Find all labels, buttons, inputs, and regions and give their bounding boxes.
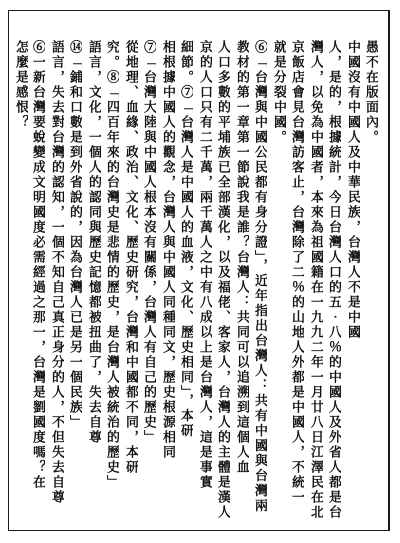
text-column: 京的人口只有二千萬，兩千萬人之中有八成以上是台灣人，這是事實 bbox=[197, 40, 212, 490]
text-column: 人，是的，根據統計，今日台灣人口的五‧八％的中國人及外省人都是台 bbox=[326, 40, 341, 520]
text-column: 中國沒有中國人及中華民族，台灣人不是中國 bbox=[345, 40, 360, 340]
text-column: 從地理、血緣、政治、文化、歷史研究，台灣和中國都不同，本研 bbox=[123, 40, 138, 475]
text-column: 怎麼是感恨？ bbox=[13, 40, 28, 130]
text-column: 究。⑧「四百年來的台灣史是悲情的歷史，是台灣人被統治的歷史」 bbox=[104, 40, 119, 490]
text-column: 細節。⑦「台灣人是中國人的血液，文化、歷史相同」，本研 bbox=[178, 40, 193, 439]
text-column: ⑥一新台灣要蛻變成文明國度必需經過之那一，台灣是劉國度嗎？在 bbox=[30, 40, 45, 490]
text-column: 京飯店會見台灣訪客止，台灣除了二％的山地人外都是中國人，不統一 bbox=[289, 40, 304, 505]
text-column: 語言，失去對台灣的認知，一個不知自己真正身分的人，不但失去自尊 bbox=[49, 40, 64, 505]
text-column: 灣人，以免為中國者，本來為祖國籍在一九九二年一月廿八日江澤民在北 bbox=[308, 40, 323, 520]
text-column: 相根據中國人的觀念，台灣人與中國人同種同文，歷史根源相同 bbox=[160, 40, 175, 460]
text-column: 教材的第一章第一節說我是誰？台灣人：共同可以追溯到這個人血 bbox=[234, 40, 249, 475]
text-column: ⑦「台灣大陸與中國人根本沒有關係，台灣人有自己的歷史」 bbox=[141, 40, 156, 445]
text-column: ⑭「鋪和口數是到外省說的，因為台灣人已是另一個民族」 bbox=[67, 40, 82, 430]
text-column: 愚不在版面內。 bbox=[363, 40, 378, 145]
text-column: ⑥「台灣與中國公民都有身分證」，近年指出台灣人：共有中國與台灣兩 bbox=[252, 40, 267, 514]
text-column: 就是分裂中國。 bbox=[271, 40, 286, 145]
text-column: 語言，文化，一個人的認同與歷史記憶都被扭曲了，失去自尊 bbox=[86, 40, 101, 445]
text-column: 人口多數的平埔族已全部漢化，以及福佬、客家人，台灣人的主體是漢人 bbox=[215, 40, 230, 520]
